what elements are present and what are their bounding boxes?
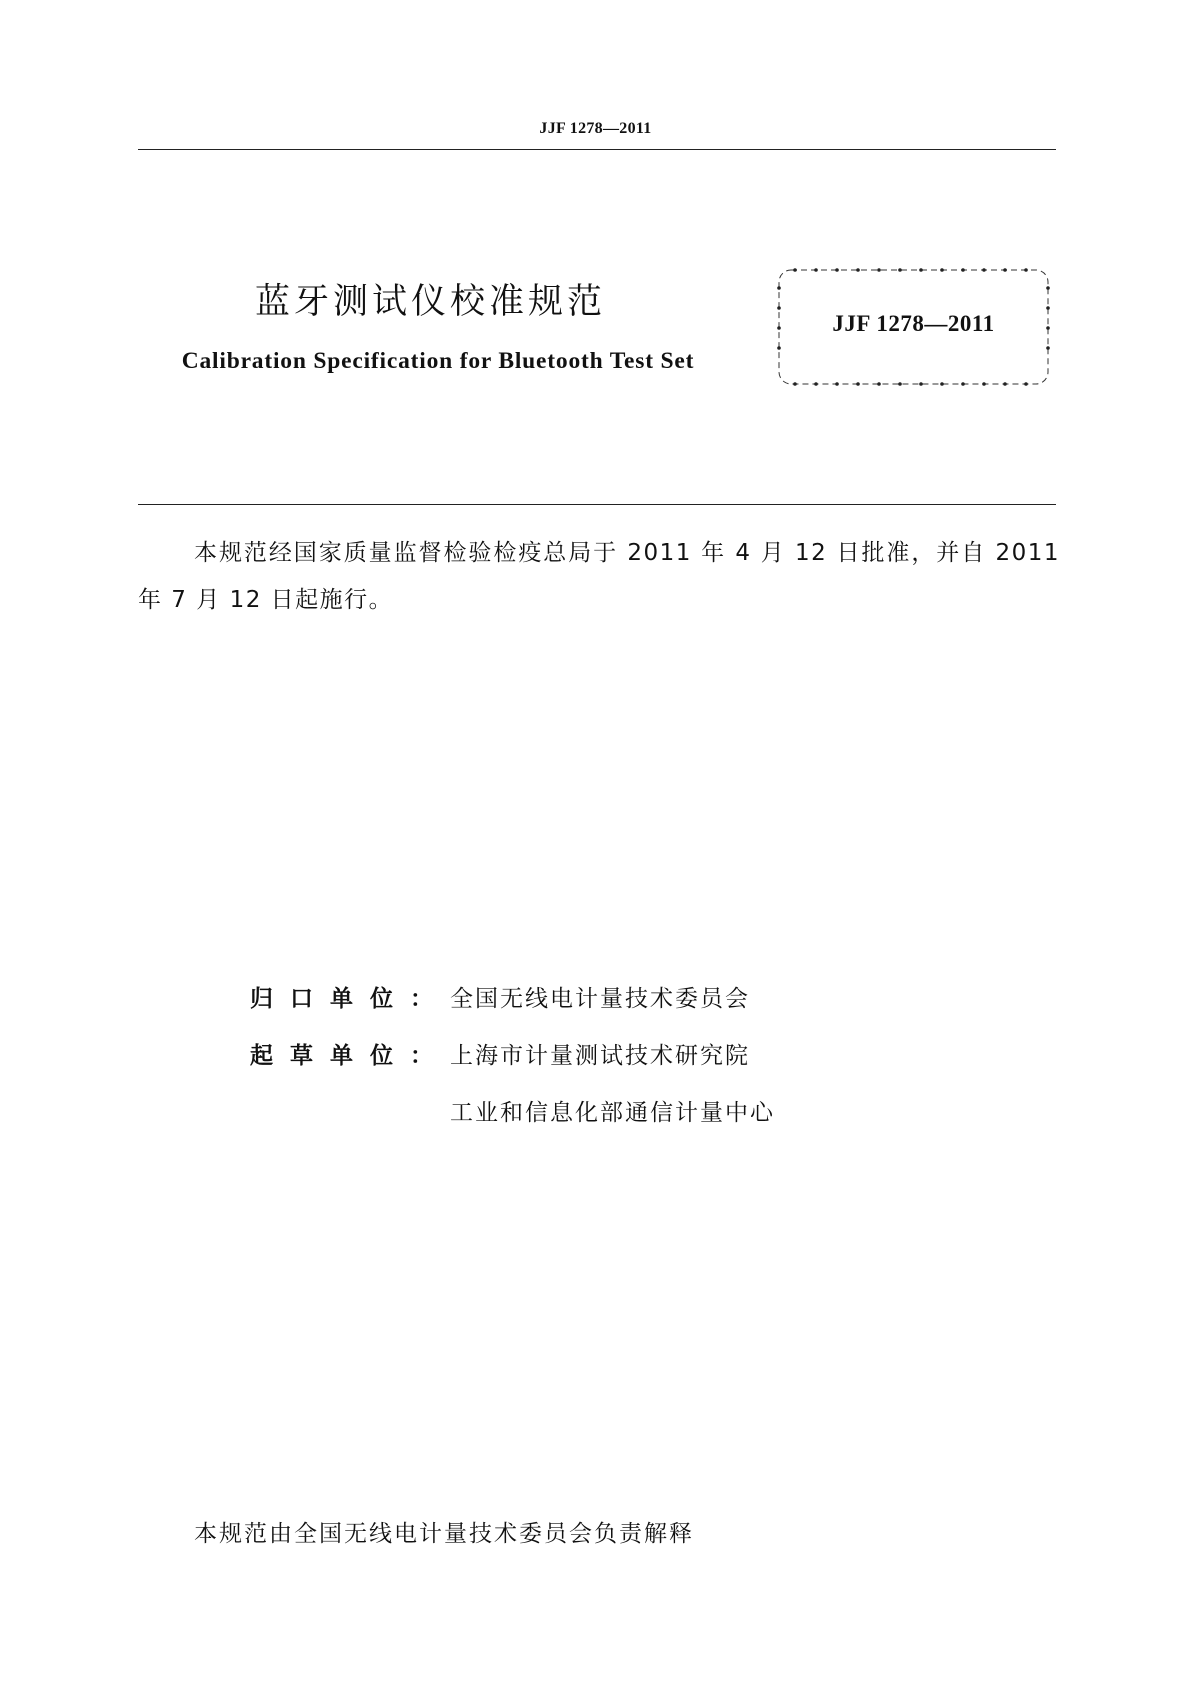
frame-dot [777,346,781,350]
frame-dot [982,268,986,272]
frame-dot [777,286,781,290]
frame-dot [919,382,923,386]
frame-dot [1046,286,1050,290]
frame-dot [1046,306,1050,310]
frame-dot [793,268,797,272]
drafting-unit-value-2: 工业和信息化部通信计量中心 [450,1100,775,1126]
frame-dot [982,382,986,386]
frame-dot [835,382,839,386]
frame-dot [1003,382,1007,386]
frame-dot [940,382,944,386]
frame-dot [777,306,781,310]
standard-code: JJF 1278—2011 [832,311,995,336]
drafting-unit-value-1: 上海市计量测试技术研究院 [450,1043,750,1069]
frame-dot [856,268,860,272]
drafting-unit-label: 起草单位： [250,1043,450,1069]
responsible-unit-label: 归口单位： [250,986,450,1012]
frame-dot [961,268,965,272]
frame-dot [898,382,902,386]
approval-statement: 本规范经国家质量监督检验检疫总局于 2011 年 4 月 12 日批准，并自 2011 年 7 月 12 日起施行。 [138,540,1060,613]
frame-dot [793,382,797,386]
frame-dot [814,382,818,386]
interpretation-note: 本规范由全国无线电计量技术委员会负责解释 [194,1521,694,1547]
document-title-english: Calibration Specification for Bluetooth Test Set [181,348,695,374]
header-rule [138,149,1056,150]
frame-dot [961,382,965,386]
frame-dot [877,382,881,386]
frame-dot [1003,268,1007,272]
frame-dot [856,382,860,386]
frame-dot [814,268,818,272]
frame-dot [898,268,902,272]
frame-dot [1024,382,1028,386]
frame-dot [1046,346,1050,350]
frame-dot [1024,268,1028,272]
responsible-unit-value: 全国无线电计量技术委员会 [450,986,750,1012]
frame-dot [835,268,839,272]
standard-code-box [775,266,1052,388]
document-title-chinese: 蓝牙测试仪校准规范 [254,282,606,322]
section-divider [138,504,1056,505]
frame-dot [877,268,881,272]
header-standard-code: JJF 1278—2011 [539,120,652,137]
frame-dot [940,268,944,272]
frame-dot [919,268,923,272]
